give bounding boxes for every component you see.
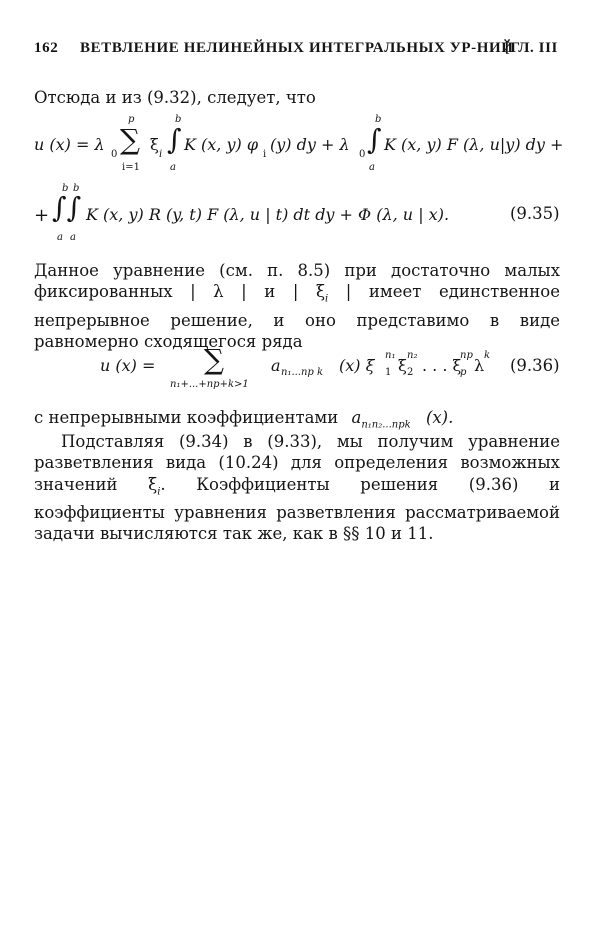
eq936-xip-sub: p xyxy=(460,367,467,378)
eq935-sum-bottom: i=1 xyxy=(122,162,140,173)
eq935-dint-upper-2: b xyxy=(73,183,80,194)
eq936-xi1-sup: n₁ xyxy=(385,350,396,361)
equation-number-9-35: (9.35) xyxy=(510,204,560,223)
eq935-int2-upper: b xyxy=(375,114,382,125)
eq936-lambda-sup: k xyxy=(484,350,491,361)
eq935-lhs: u (x) = λ xyxy=(34,135,105,154)
double-integral-sign: ∫∫ xyxy=(52,191,82,224)
eq935-int1-upper: b xyxy=(175,114,182,125)
coefficients-arg: (x). xyxy=(425,408,454,427)
eq935-xi-sub: i xyxy=(159,149,163,160)
running-header xyxy=(34,40,558,64)
eq935-xi: ξ xyxy=(150,135,159,154)
eq935-term2: K (x, y) F (λ, u|y) dy + xyxy=(384,135,564,154)
summation-sign: ∑ xyxy=(120,123,140,156)
paragraph-2 xyxy=(34,431,560,545)
paragraph-1 xyxy=(34,260,560,352)
eq936-xi1-sub: 1 xyxy=(385,367,392,378)
eq935-dint-lower-1: a xyxy=(57,232,63,243)
eq935-sum-top: p xyxy=(128,114,135,125)
eq935-leading-plus: + xyxy=(34,205,50,226)
paragraph-2-rest: . Коэффициенты решения (9.36) и коэффициенты уравнения разветвления рассматриваемой задачи вычисляются так же, как в §§ 10 и 11. xyxy=(34,474,560,544)
eq935-term1: K (x, y) φ xyxy=(184,135,259,154)
chapter-marker: [ГЛ. III xyxy=(504,40,558,56)
eq935-phi-sub: i xyxy=(263,149,267,160)
coefficients-line xyxy=(34,408,453,430)
integral-sign: ∫ xyxy=(167,123,182,156)
eq935-line2-body: K (x, y) R (y, t) F (λ, u | t) dt dy + Φ (λ, u | x). xyxy=(86,205,450,224)
eq935-lambda0-sub-2: 0 xyxy=(359,149,366,160)
eq936-xi2: ξ xyxy=(398,356,407,375)
paragraph-1-sub: i xyxy=(325,293,329,305)
paragraph-2-sub: i xyxy=(157,485,161,497)
eq935-int1-lower: a xyxy=(170,162,176,173)
coefficients-text: с непрерывными коэффициентами xyxy=(34,408,339,427)
eq936-sum-bottom: n₁+...+np+k>1 xyxy=(170,379,249,390)
eq936-xip-sup: np xyxy=(460,350,473,361)
summation-sign: ∑ xyxy=(204,343,224,376)
eq936-dots: . . . ξ xyxy=(422,356,462,375)
eq935-term1-end: (y) dy + λ xyxy=(270,135,350,154)
eq936-xi2-sup: n₂ xyxy=(407,350,418,361)
eq936-coef: a xyxy=(271,356,281,375)
coefficients-symbol-sub: n₁n₂...npk xyxy=(361,419,411,431)
eq936-xi2-sub: 2 xyxy=(407,367,414,378)
running-title: ВЕТВЛЕНИЕ НЕЛИНЕЙНЫХ ИНТЕГРАЛЬНЫХ УР-НИЙ xyxy=(80,40,514,56)
paragraph-2-text: Подставляя (9.34) в (9.33), мы получим уравнение разветвления вида (10.24) для определения возможных значений ξ xyxy=(34,432,560,494)
eq935-int2-lower: a xyxy=(369,162,375,173)
eq935-dint-upper-1: b xyxy=(62,183,69,194)
integral-sign: ∫ xyxy=(367,123,382,156)
page-number: 162 xyxy=(34,40,59,56)
eq936-lhs: u (x) = xyxy=(100,356,156,375)
paragraph-1-rest: | имеет единственное непрерывное решение, и оно представимо в виде равномерно сходящегося ряда xyxy=(34,282,560,352)
equation-number-9-36: (9.36) xyxy=(510,356,560,375)
coefficients-symbol: a xyxy=(351,408,362,427)
intro-line: Отсюда и из (9.32), следует, что xyxy=(34,88,316,107)
eq935-lambda0-sub: 0 xyxy=(111,149,118,160)
eq936-coef-sub: n₁...np k xyxy=(281,367,324,378)
eq936-lambda: λ xyxy=(474,356,485,375)
eq935-dint-lower-2: a xyxy=(70,232,76,243)
paragraph-1-text: Данное уравнение (см. п. 8.5) при достаточно малых фиксированных | λ | и | ξ xyxy=(34,261,560,302)
eq936-rest: (x) ξ xyxy=(339,356,375,375)
